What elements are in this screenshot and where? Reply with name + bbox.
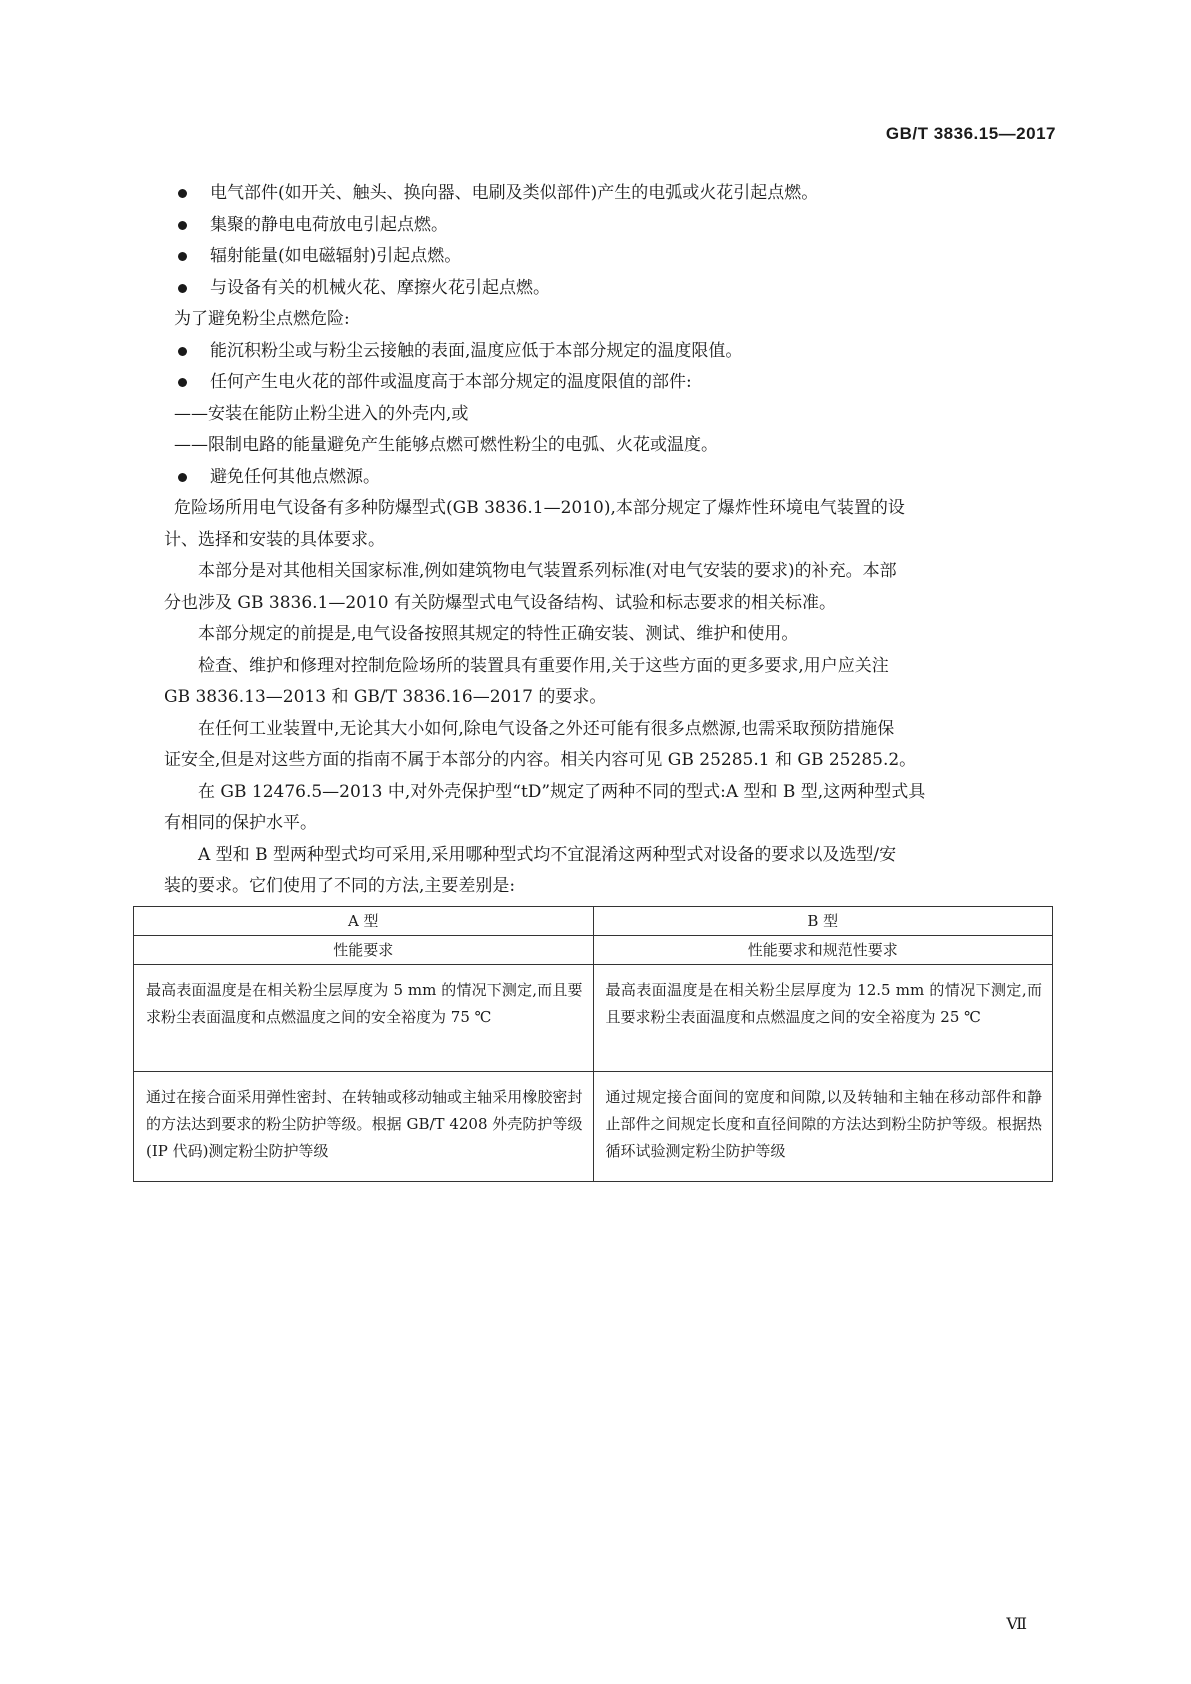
table-header-cell: B 型 bbox=[593, 907, 1053, 936]
paragraph-line: 危险场所用电气设备有多种防爆型式(GB 3836.1—2010),本部分规定了爆炸性环境电气装置的设 bbox=[174, 498, 905, 518]
bullet-item: 能沉积粉尘或与粉尘云接触的表面,温度应低于本部分规定的温度限值。 bbox=[174, 336, 1054, 368]
paragraph bbox=[164, 840, 1054, 903]
paragraph-line: 本部分规定的前提是,电气设备按照其规定的特性正确安装、测试、维护和使用。 bbox=[164, 624, 799, 644]
paragraph bbox=[164, 651, 1054, 714]
paragraph-line: 装的要求。它们使用了不同的方法,主要差别是: bbox=[164, 876, 516, 896]
table-row bbox=[134, 1072, 1053, 1182]
table-subheader-cell: 性能要求和规范性要求 bbox=[593, 936, 1053, 965]
bullet-item: 辐射能量(如电磁辐射)引起点燃。 bbox=[174, 241, 1054, 273]
table-cell: 通过规定接合面间的宽度和间隙,以及转轴和主轴在移动部件和静止部件之间规定长度和直径间隙的方法达到粉尘防护等级。根据热循环试验测定粉尘防护等级 bbox=[593, 1072, 1053, 1182]
table-cell: 最高表面温度是在相关粉尘层厚度为 12.5 mm 的情况下测定,而且要求粉尘表面温度和点燃温度之间的安全裕度为 25 ℃ bbox=[593, 965, 1053, 1072]
bullet-item: 集聚的静电电荷放电引起点燃。 bbox=[174, 210, 1054, 242]
table-header-cell: A 型 bbox=[134, 907, 594, 936]
page-number: Ⅶ bbox=[1006, 1614, 1026, 1633]
paragraph-line: 有相同的保护水平。 bbox=[164, 813, 317, 833]
bullet-item: 任何产生电火花的部件或温度高于本部分规定的温度限值的部件: bbox=[174, 367, 1054, 399]
table-cell: 最高表面温度是在相关粉尘层厚度为 5 mm 的情况下测定,而且要求粉尘表面温度和点燃温度之间的安全裕度为 75 ℃ bbox=[134, 965, 594, 1072]
paragraph bbox=[164, 777, 1054, 840]
comparison-table bbox=[133, 906, 1053, 1182]
avoid-intro: 为了避免粉尘点燃危险: bbox=[174, 309, 350, 329]
paragraph-line: 分也涉及 GB 3836.1—2010 有关防爆型式电气设备结构、试验和标志要求的相关标准。 bbox=[164, 592, 837, 613]
paragraph bbox=[164, 714, 1054, 777]
table-row bbox=[134, 965, 1053, 1072]
paragraph bbox=[164, 493, 1054, 556]
paragraph bbox=[164, 556, 1054, 619]
document-body bbox=[164, 178, 1054, 903]
paragraph-line: A 型和 B 型两种型式均可采用,采用哪种型式均不宜混淆这两种型式对设备的要求以及选型/安 bbox=[164, 844, 897, 865]
table-cell: 通过在接合面采用弹性密封、在转轴或移动轴或主轴采用橡胶密封的方法达到要求的粉尘防护等级。根据 GB/T 4208 外壳防护等级(IP 代码)测定粉尘防护等级 bbox=[134, 1072, 594, 1182]
bullet-item: 与设备有关的机械火花、摩擦火花引起点燃。 bbox=[174, 273, 1054, 305]
bullet-item: 避免任何其他点燃源。 bbox=[174, 462, 1054, 494]
dash-item: ——限制电路的能量避免产生能够点燃可燃性粉尘的电弧、火花或温度。 bbox=[174, 435, 718, 455]
paragraph-line: 检查、维护和修理对控制危险场所的装置具有重要作用,关于这些方面的更多要求,用户应关注 bbox=[164, 655, 889, 676]
table-subheader-row bbox=[134, 936, 1053, 965]
table-header-row bbox=[134, 907, 1053, 936]
paragraph-line: 本部分是对其他相关国家标准,例如建筑物电气装置系列标准(对电气安装的要求)的补充。本部 bbox=[164, 561, 897, 581]
paragraph-line: 计、选择和安装的具体要求。 bbox=[164, 529, 385, 550]
bullet-item: 电气部件(如开关、触头、换向器、电刷及类似部件)产生的电弧或火花引起点燃。 bbox=[174, 178, 1054, 210]
table-subheader-cell: 性能要求 bbox=[134, 936, 594, 965]
dash-item: ——安装在能防止粉尘进入的外壳内,或 bbox=[174, 403, 469, 424]
paragraph-line: 证安全,但是对这些方面的指南不属于本部分的内容。相关内容可见 GB 25285.1 和 GB 25285.2。 bbox=[164, 750, 917, 770]
standard-code: GB/T 3836.15—2017 bbox=[885, 124, 1056, 143]
paragraph-line: GB 3836.13—2013 和 GB/T 3836.16—2017 的要求。 bbox=[164, 687, 607, 707]
paragraph-line: 在 GB 12476.5—2013 中,对外壳保护型“tD”规定了两种不同的型式:A 型和 B 型,这两种型式具 bbox=[164, 781, 926, 802]
paragraph-line: 在任何工业装置中,无论其大小如何,除电气设备之外还可能有很多点燃源,也需采取预防措施保 bbox=[164, 718, 895, 739]
paragraph bbox=[164, 619, 1054, 651]
